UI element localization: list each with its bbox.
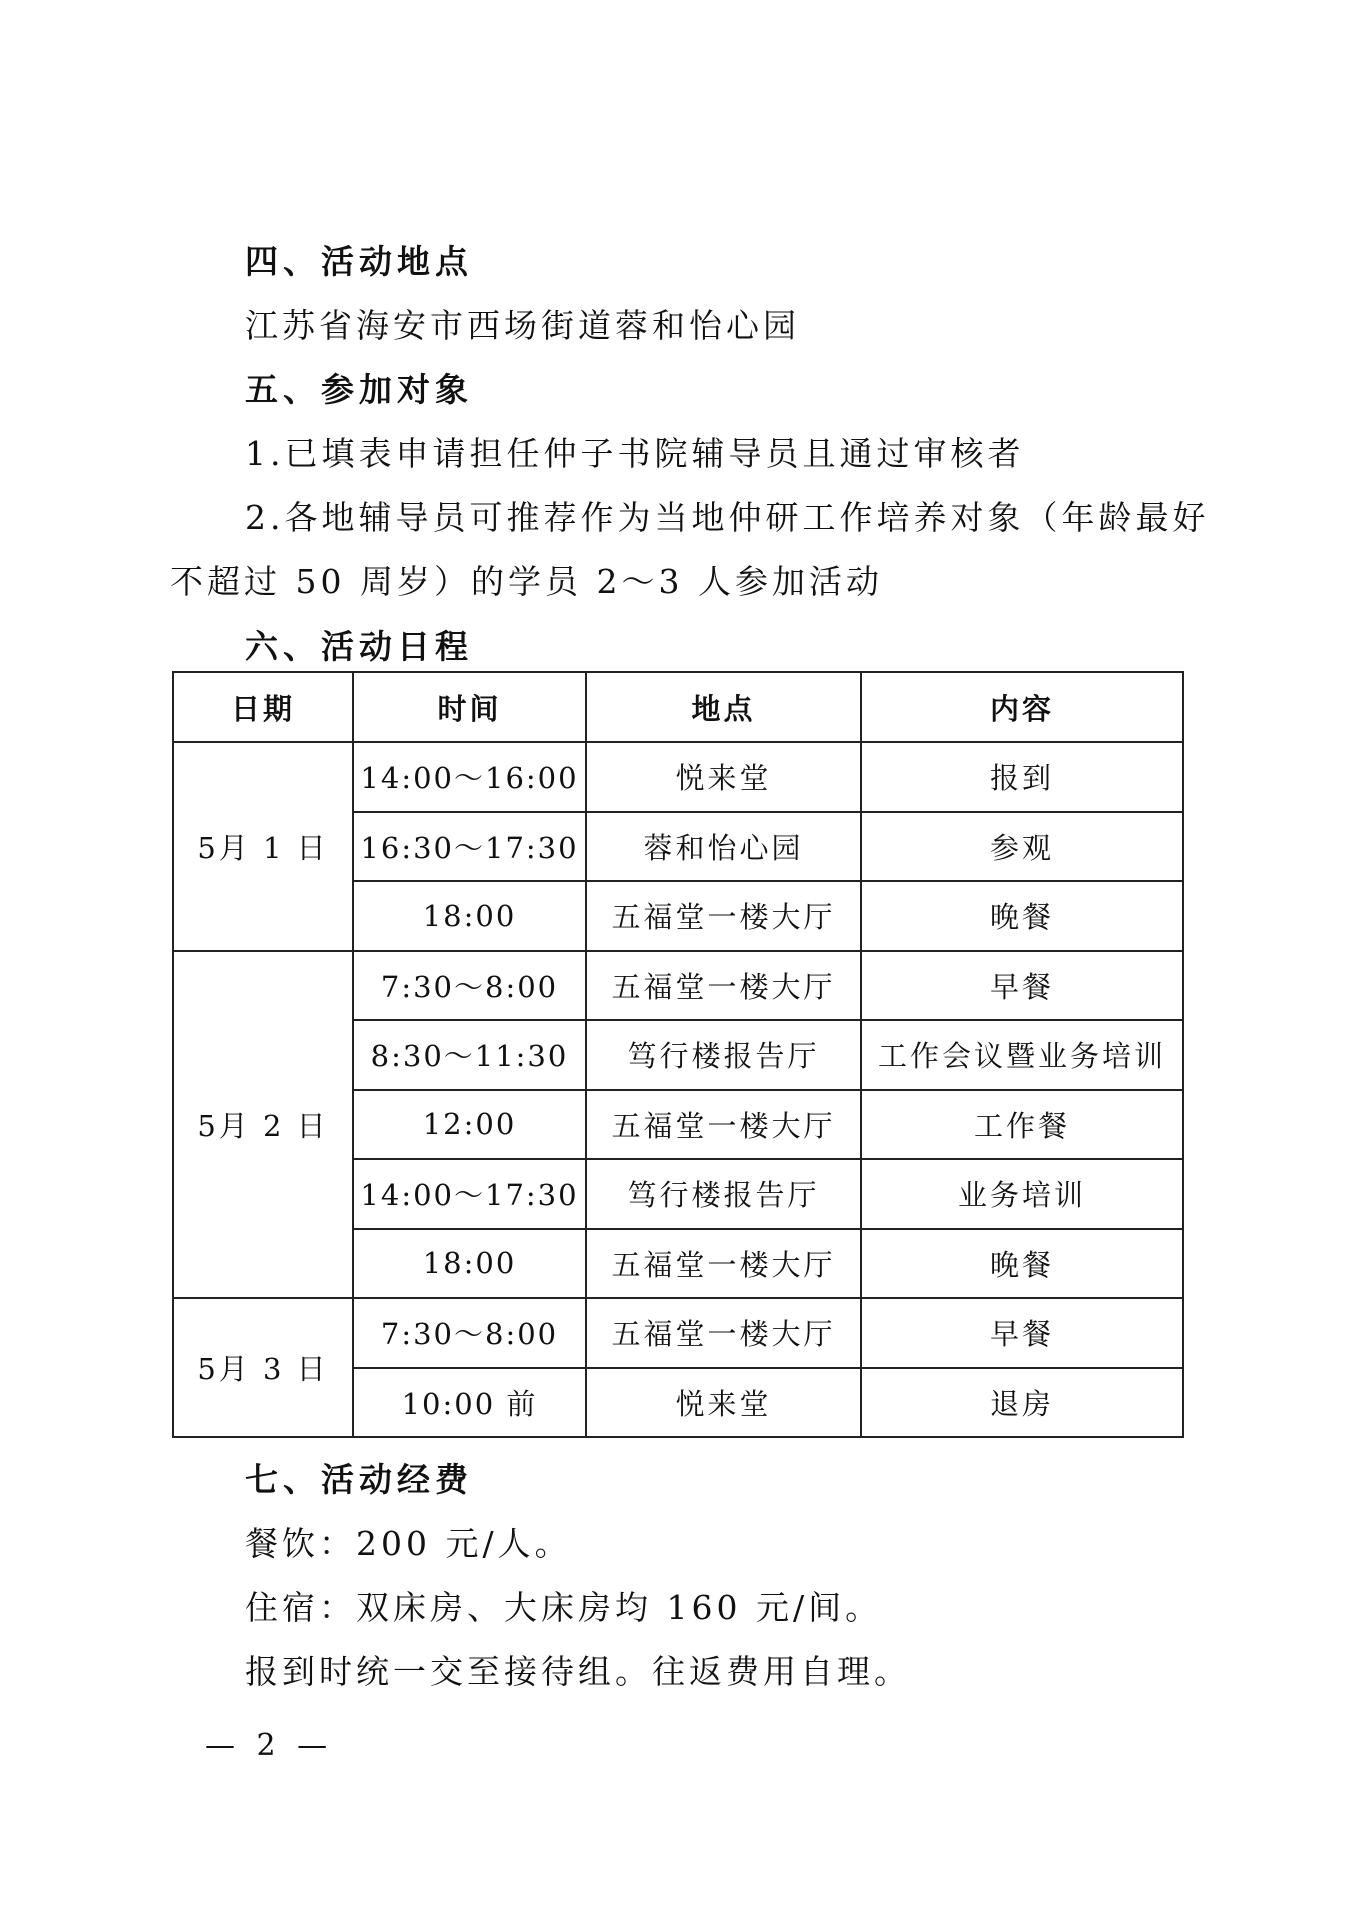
column-header-content: 内容 xyxy=(861,672,1183,742)
table-header-row xyxy=(173,672,1183,742)
section6-heading: 六、活动日程 xyxy=(245,627,473,666)
content-cell: 工作会议暨业务培训 xyxy=(861,1020,1183,1090)
place-cell: 笃行楼报告厅 xyxy=(586,1020,861,1090)
section7-heading: 七、活动经费 xyxy=(245,1460,473,1499)
time-cell: 10:00 前 xyxy=(353,1368,586,1438)
place-cell: 五福堂一楼大厅 xyxy=(586,1229,861,1299)
place-cell: 笃行楼报告厅 xyxy=(586,1159,861,1229)
activity-location-text: 江苏省海安市西场街道蓉和怡心园 xyxy=(245,306,800,345)
participant-item-2-line1: 2.各地辅导员可推荐作为当地仲研工作培养对象（年龄最好 xyxy=(245,498,1210,537)
date-cell: 5月 1 日 xyxy=(173,742,353,951)
fee-payment-note: 报到时统一交至接待组。往返费用自理。 xyxy=(245,1652,911,1691)
time-cell: 14:00～17:30 xyxy=(353,1159,586,1229)
content-cell: 早餐 xyxy=(861,951,1183,1021)
participant-item-1: 1.已填表申请担任仲子书院辅导员且通过审核者 xyxy=(245,434,1025,473)
time-cell: 14:00～16:00 xyxy=(353,742,586,812)
content-cell: 早餐 xyxy=(861,1298,1183,1368)
content-cell: 业务培训 xyxy=(861,1159,1183,1229)
time-cell: 18:00 xyxy=(353,1229,586,1299)
content-cell: 晚餐 xyxy=(861,1229,1183,1299)
time-cell: 16:30～17:30 xyxy=(353,812,586,882)
content-cell: 参观 xyxy=(861,812,1183,882)
page-number: — 2 — xyxy=(205,1728,334,1763)
time-cell: 7:30～8:00 xyxy=(353,951,586,1021)
table-row xyxy=(173,742,1183,812)
table-row xyxy=(173,1298,1183,1368)
date-cell: 5月 3 日 xyxy=(173,1298,353,1437)
schedule-table xyxy=(172,671,1184,1438)
time-cell: 8:30～11:30 xyxy=(353,1020,586,1090)
fee-meals: 餐饮：200 元/人。 xyxy=(245,1524,572,1563)
time-cell: 12:00 xyxy=(353,1090,586,1160)
place-cell: 五福堂一楼大厅 xyxy=(586,881,861,951)
content-cell: 晚餐 xyxy=(861,881,1183,951)
content-cell: 报到 xyxy=(861,742,1183,812)
time-cell: 18:00 xyxy=(353,881,586,951)
place-cell: 五福堂一楼大厅 xyxy=(586,1090,861,1160)
place-cell: 五福堂一楼大厅 xyxy=(586,1298,861,1368)
date-cell: 5月 2 日 xyxy=(173,951,353,1299)
participant-item-2-line2: 不超过 50 周岁）的学员 2～3 人参加活动 xyxy=(170,562,883,601)
section5-heading: 五、参加对象 xyxy=(245,370,473,409)
column-header-time: 时间 xyxy=(353,672,586,742)
table-row xyxy=(173,951,1183,1021)
fee-lodging: 住宿：双床房、大床房均 160 元/间。 xyxy=(245,1588,883,1627)
place-cell: 悦来堂 xyxy=(586,742,861,812)
column-header-place: 地点 xyxy=(586,672,861,742)
column-header-date: 日期 xyxy=(173,672,353,742)
content-cell: 退房 xyxy=(861,1368,1183,1438)
time-cell: 7:30～8:00 xyxy=(353,1298,586,1368)
section4-heading: 四、活动地点 xyxy=(245,242,473,281)
place-cell: 蓉和怡心园 xyxy=(586,812,861,882)
content-cell: 工作餐 xyxy=(861,1090,1183,1160)
place-cell: 悦来堂 xyxy=(586,1368,861,1438)
place-cell: 五福堂一楼大厅 xyxy=(586,951,861,1021)
